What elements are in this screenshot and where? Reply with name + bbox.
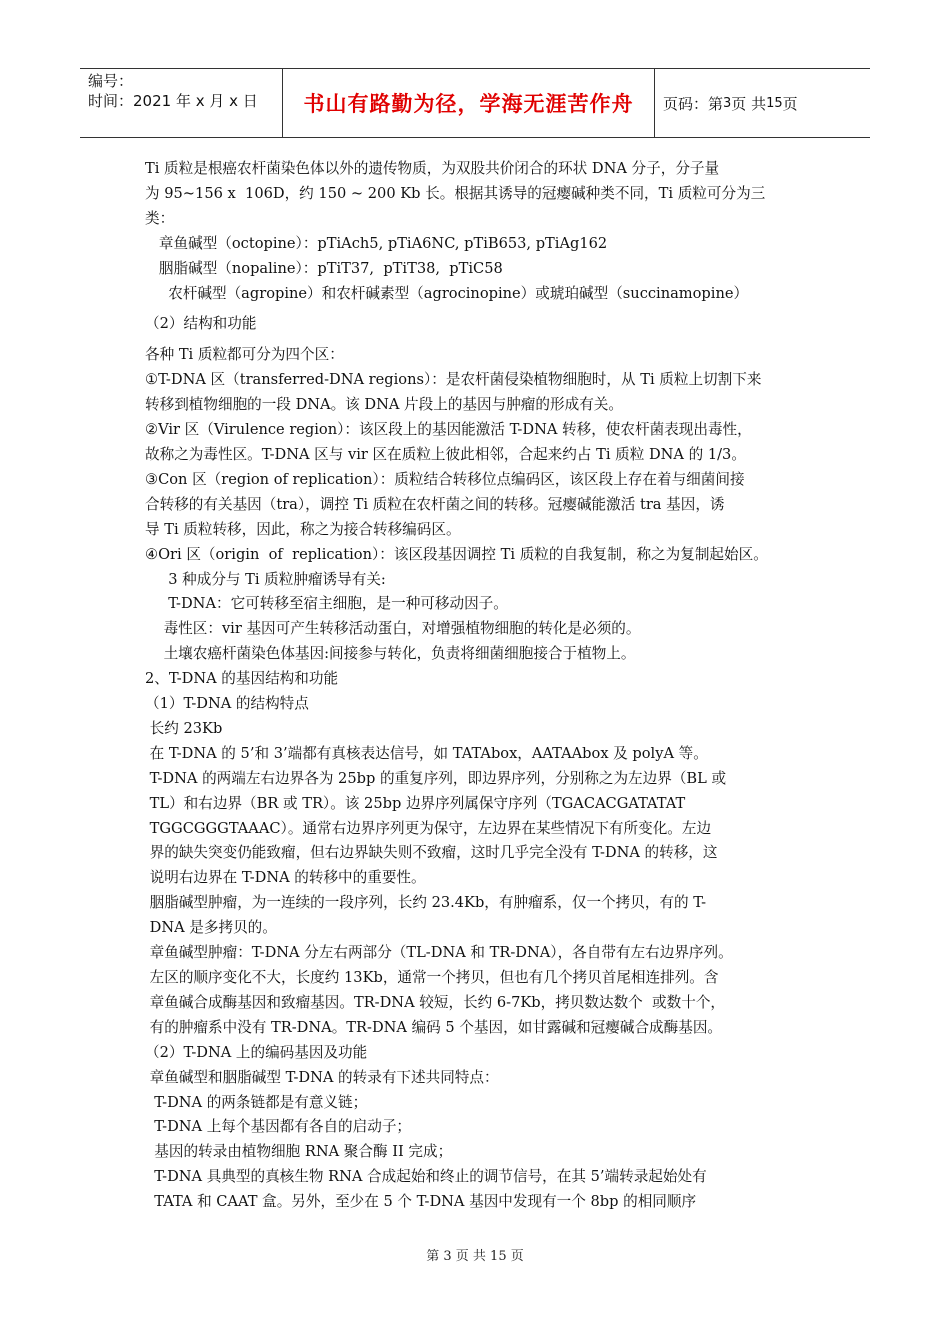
section-heading: （1）T-DNA 的结构特点 — [145, 695, 309, 713]
text-line: 胭脂碱型（nopaline）：pTiT37, pTiT38, pTiC58 — [145, 259, 503, 277]
page-footer: 第 3 页 共 15 页 — [426, 1249, 524, 1264]
text-line: 类： — [145, 209, 175, 227]
text-line: 章鱼碱型（octopine）：pTiAch5, pTiA6NC, pTiB653, pTiAg162 — [145, 234, 608, 252]
section-heading: 2、T-DNA 的基因结构和功能 — [145, 670, 339, 688]
text-line: 各种 Ti 质粒都可分为四个区： — [145, 346, 344, 364]
text-line: 毒性区：vir 基因可产生转移活动蛋白，对增强植物细胞的转化是必须的。 — [145, 620, 641, 638]
text-line: 说明右边界在 T-DNA 的转移中的重要性。 — [145, 869, 426, 887]
text-line: 章鱼碱型肿瘤：T-DNA 分左右两部分（TL-DNA 和 TR-DNA），各自带有左右边界序列。 — [145, 944, 733, 962]
document-body — [145, 157, 825, 1215]
text-line: ④Ori 区（origin of replication）：该区段基因调控 Ti 质粒的自我复制，称之为复制起始区。 — [145, 545, 768, 563]
text-line: TL）和右边界（BR 或 TR）。该 25bp 边界序列属保守序列（TGACACGATATAT — [145, 794, 686, 812]
section-heading: （2）T-DNA 上的编码基因及功能 — [145, 1043, 368, 1061]
text-line: 左区的顺序变化不大，长度约 13Kb，通常一个拷贝，但也有几个拷贝首尾相连排列。含 — [145, 969, 719, 986]
text-line: ①T-DNA 区（transferred-DNA regions）：是农杆菌侵染植物细胞时，从 Ti 质粒上切割下来 — [145, 371, 762, 389]
document-header — [80, 68, 870, 138]
text-line: 有的肿瘤系中没有 TR-DNA。TR-DNA 编码 5 个基因，如甘露碱和冠瘿碱合成酶基因。 — [145, 1018, 723, 1036]
text-line: DNA 是多拷贝的。 — [145, 919, 277, 937]
page-current: 3 — [723, 95, 732, 111]
text-line: 基因的转录由植物细胞 RNA 聚合酶 II 完成； — [145, 1143, 453, 1161]
text-line: T-DNA 上每个基因都有各自的启动子； — [145, 1118, 412, 1136]
text-line: T-DNA 的两条链都是有意义链； — [145, 1093, 368, 1111]
text-line: 胭脂碱型肿瘤，为一连续的一段序列，长约 23.4Kb，有肿瘤系，仅一个拷贝，有的 T- — [145, 894, 707, 912]
document-number: 编号： — [88, 72, 134, 90]
text-line: 在 T-DNA 的 5’和 3’端都有真核表达信号，如 TATAbox，AATAAbox 及 polyA 等。 — [145, 744, 708, 762]
text-line: ②Vir 区（Virulence region）：该区段上的基因能激活 T-DNA 转移，使农杆菌表现出毒性， — [145, 421, 752, 439]
text-line: T-DNA 具典型的真核生物 RNA 合成起始和终止的调节信号，在其 5’端转录起始处有 — [145, 1168, 707, 1186]
page-end: 页 — [782, 94, 798, 113]
motto-text: 书山有路勤为径，学海无涯苦作舟 — [303, 92, 634, 116]
text-line: T-DNA：它可转移至宿主细胞，是一种可移动因子。 — [145, 595, 508, 613]
header-meta-cell — [80, 69, 283, 137]
text-line: TGGCGGGTAAAC）。通常右边界序列更为保守，左边界在某些情况下有所变化。左边 — [145, 819, 712, 837]
text-line: 转移到植物细胞的一段 DNA。该 DNA 片段上的基因与肿瘤的形成有关。 — [145, 396, 623, 414]
text-line: TATA 和 CAAT 盒。另外，至少在 5 个 T-DNA 基因中发现有一个 8bp 的相同顺序 — [145, 1193, 697, 1211]
text-line: 合转移的有关基因（tra），调控 Ti 质粒在农杆菌之间的转移。冠瘿碱能激活 tra 基因，诱 — [145, 495, 725, 513]
text-line: T-DNA 的两端左右边界各为 25bp 的重复序列，即边界序列，分别称之为左边界（BL 或 — [145, 769, 727, 787]
header-page-cell — [655, 69, 870, 137]
page-mid: 页 共 — [731, 94, 767, 113]
text-line: 为 95~156 x 106D，约 150 ~ 200 Kb 长。根据其诱导的冠瘿碱种类不同，Ti 质粒可分为三 — [145, 184, 766, 202]
text-line: 长约 23Kb — [145, 719, 223, 737]
text-line: 界的缺失突变仍能致瘤，但右边界缺失则不致瘤，这时几乎完全没有 T-DNA 的转移，这 — [145, 844, 718, 862]
document-date: 时间：2021 年 x 月 x 日 — [88, 92, 258, 110]
text-line: 章鱼碱型和胭脂碱型 T-DNA 的转录有下述共同特点： — [145, 1068, 499, 1086]
text-line: 导 Ti 质粒转移，因此，称之为接合转移编码区。 — [145, 520, 461, 538]
text-line: 农杆碱型（agropine）和农杆碱素型（agrocinopine）或琥珀碱型（succinamopine） — [145, 284, 749, 302]
text-line: ③Con 区（region of replication）：质粒结合转移位点编码区，该区段上存在着与细菌间接 — [145, 470, 745, 488]
page-total: 15 — [766, 95, 783, 111]
header-motto-cell — [283, 69, 655, 137]
text-line: 土壤农癌杆菌染色体基因:间接参与转化，负责将细菌细胞接合于植物上。 — [145, 645, 636, 663]
page-label: 页码：第 — [663, 94, 724, 113]
text-line: 3 种成分与 Ti 质粒肿瘤诱导有关: — [145, 570, 386, 588]
text-line: 章鱼碱合成酶基因和致瘤基因。TR-DNA 较短，长约 6-7Kb，拷贝数达数个 或数十个， — [145, 993, 726, 1011]
text-line: Ti 质粒是根癌农杆菌染色体以外的遗传物质，为双股共价闭合的环状 DNA 分子，分子量 — [145, 160, 720, 177]
text-line: 故称之为毒性区。T-DNA 区与 vir 区在质粒上彼此相邻，合起来约占 Ti 质粒 DNA 的 1/3。 — [145, 445, 746, 463]
section-heading: （2）结构和功能 — [145, 315, 257, 333]
